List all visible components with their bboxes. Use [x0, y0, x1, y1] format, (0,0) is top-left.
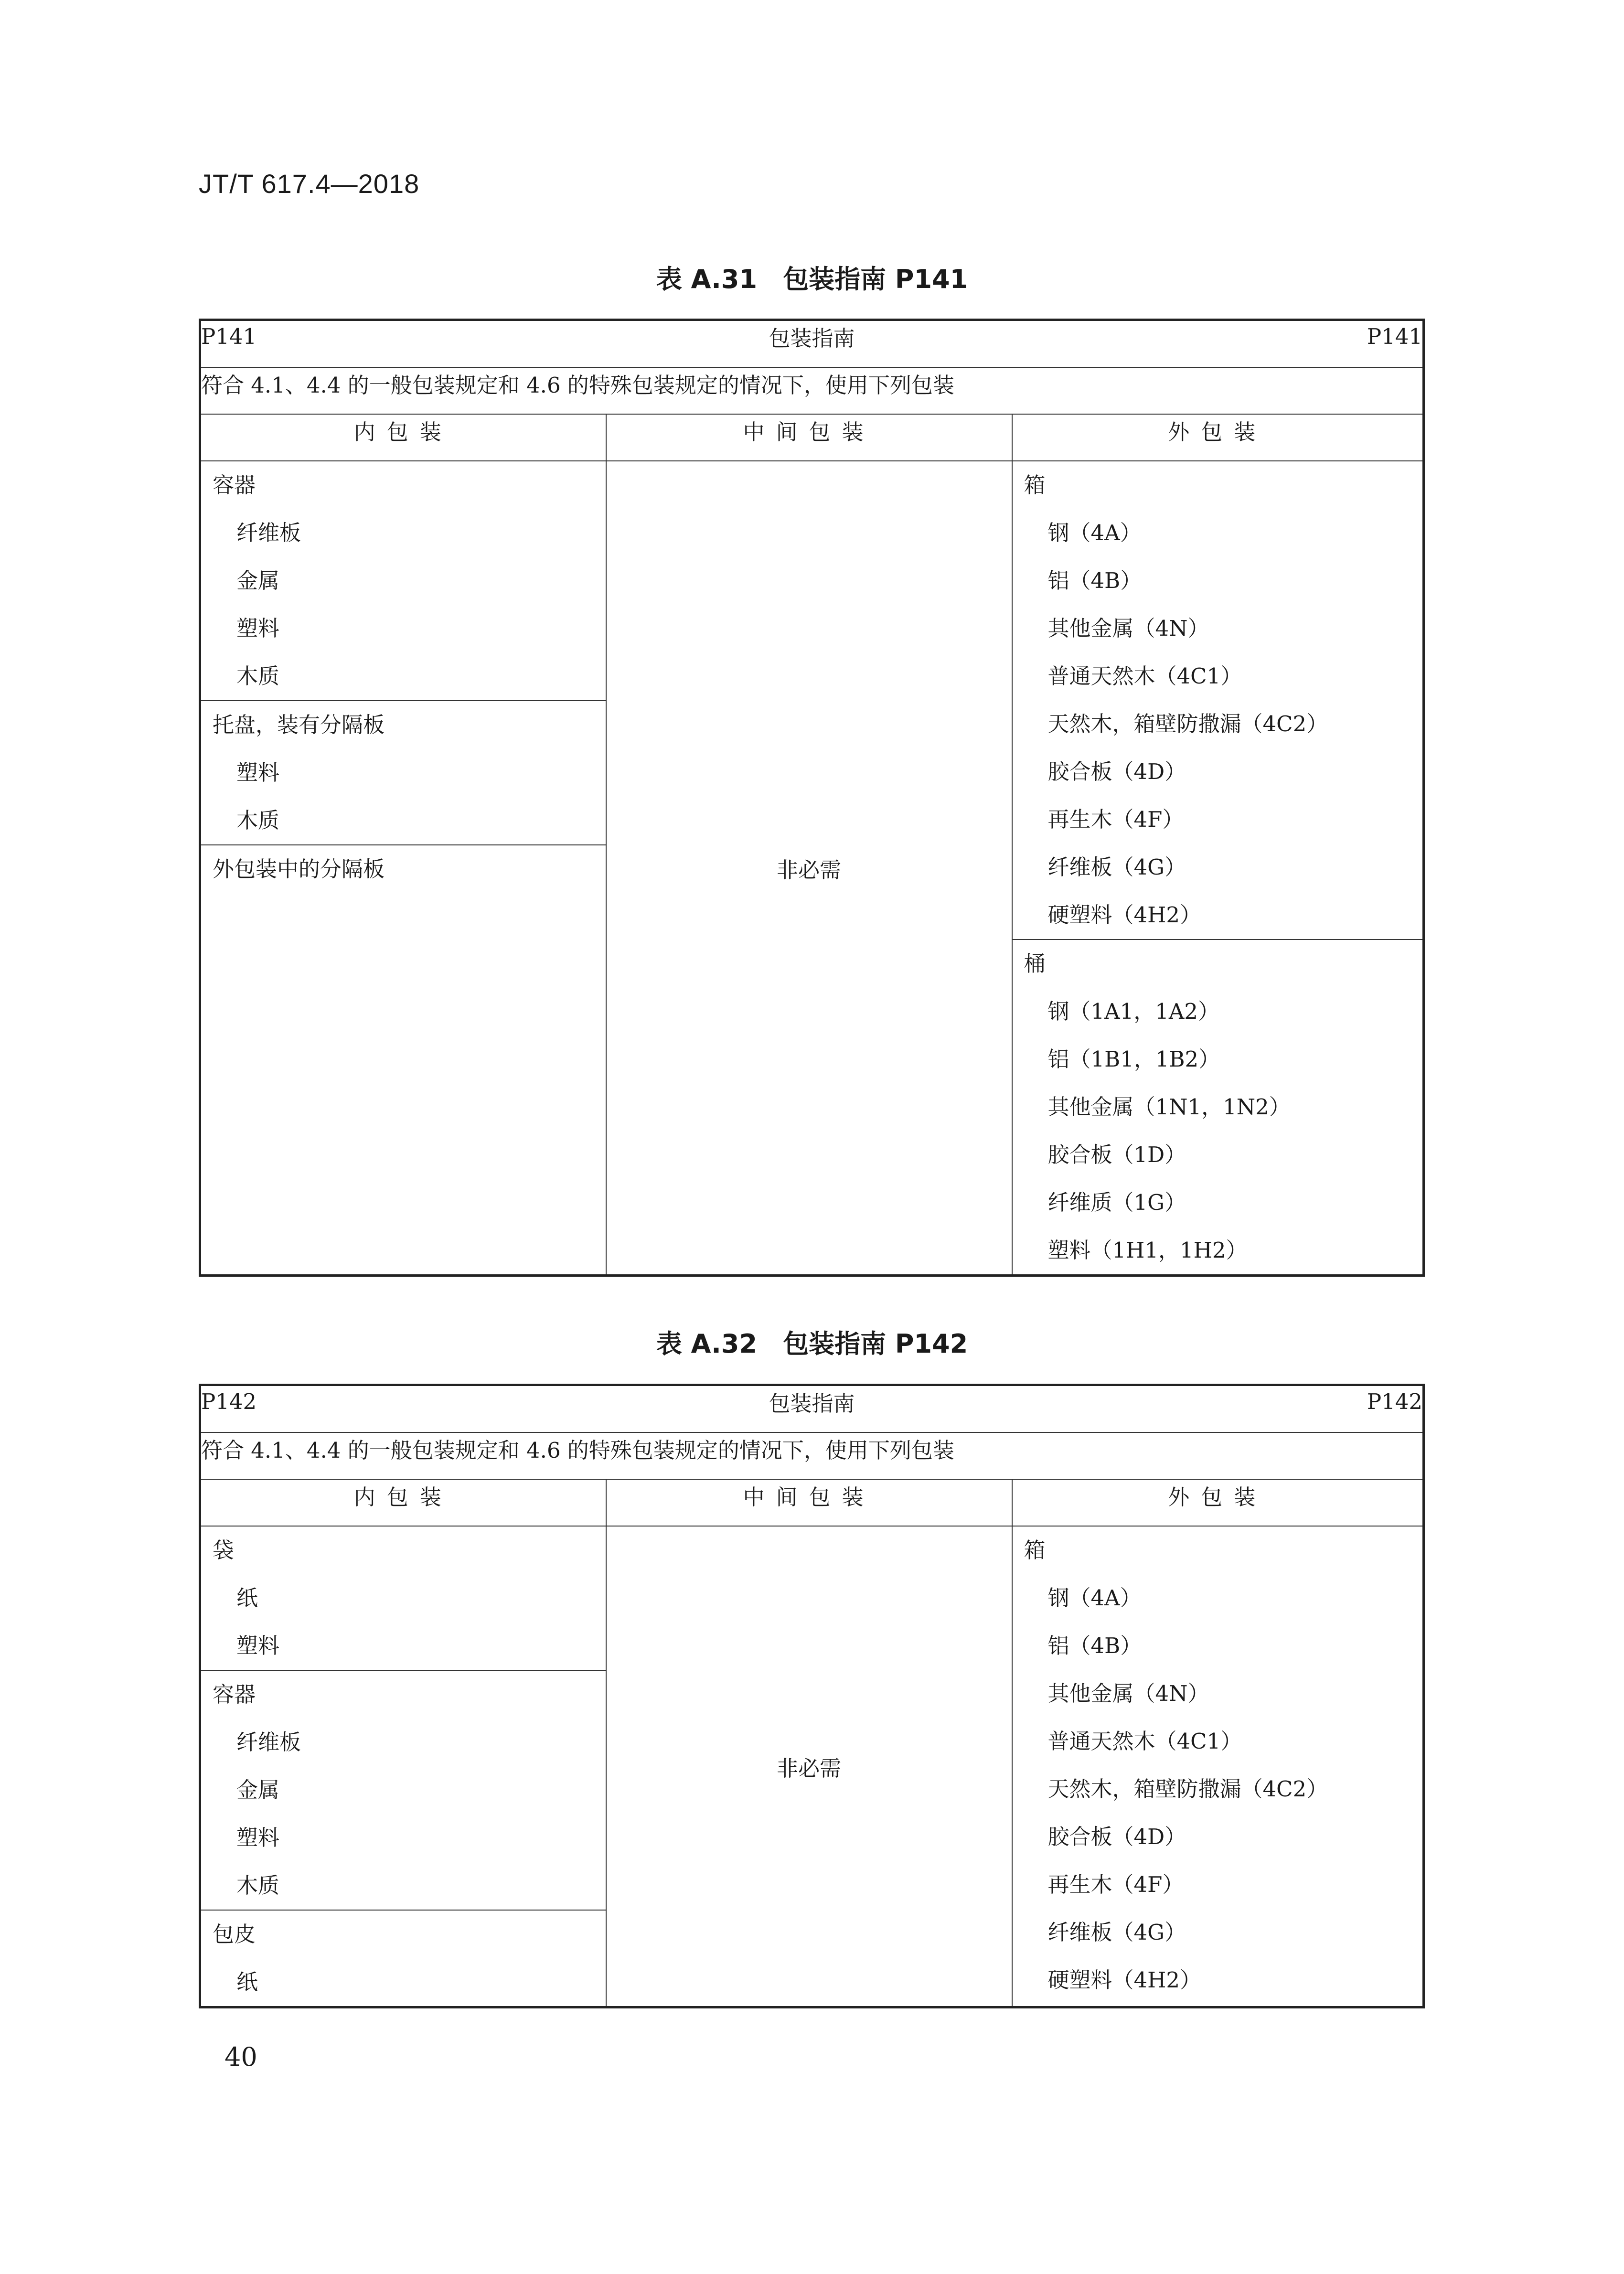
packing-instruction-table	[199, 319, 1425, 1277]
group-item: 铝（4B）	[1047, 1633, 1142, 1658]
inner-packaging-cell	[200, 1526, 606, 2007]
group-title: 袋	[213, 1537, 235, 1563]
document-code: JT/T 617.4—2018	[199, 169, 420, 199]
group-item: 金属	[236, 1777, 280, 1803]
inner-packaging-group	[201, 461, 606, 701]
group-item: 金属	[236, 568, 280, 593]
group-item: 塑料	[236, 1825, 280, 1850]
group-item: 硬塑料（4H2）	[1047, 902, 1202, 928]
outer-packaging-group	[1013, 940, 1423, 1274]
outer-packaging-group	[1013, 461, 1423, 940]
group-title: 包皮	[213, 1922, 256, 1947]
outer-packaging-cell	[1012, 461, 1424, 1276]
table-title: 表 A.31 包装指南 P141	[656, 264, 968, 294]
outer-packaging-group	[1013, 1527, 1423, 2004]
group-item: 其他金属（4N）	[1047, 1681, 1209, 1706]
inner-packaging-group	[201, 1671, 606, 1911]
group-item: 木质	[236, 663, 280, 689]
column-header-intermediate: 中间包装	[606, 414, 1012, 461]
code-left: P142	[201, 1389, 257, 1414]
group-item: 钢（4A）	[1047, 520, 1142, 545]
packing-instruction-table	[199, 1384, 1425, 2008]
code-left: P141	[201, 324, 257, 349]
group-item: 胶合板（1D）	[1047, 1142, 1186, 1167]
outer-packaging-cell	[1012, 1526, 1424, 2007]
group-item: 普通天然木（4C1）	[1047, 1729, 1242, 1754]
group-title: 箱	[1024, 472, 1046, 498]
intermediate-packaging-cell: 非必需	[606, 1526, 1012, 2007]
group-item: 再生木（4F）	[1047, 807, 1184, 832]
group-item: 塑料	[236, 760, 280, 785]
column-header-inner: 内包装	[200, 1479, 606, 1526]
group-item: 纤维板（4G）	[1047, 854, 1186, 880]
intermediate-packaging-cell: 非必需	[606, 461, 1012, 1276]
group-item: 天然木，箱壁防撒漏（4C2）	[1047, 711, 1328, 737]
group-item: 铝（1B1，1B2）	[1047, 1046, 1220, 1072]
table-title: 表 A.32 包装指南 P142	[656, 1329, 968, 1359]
group-item: 硬塑料（4H2）	[1047, 1967, 1202, 1993]
table-heading: 包装指南	[769, 326, 855, 351]
group-item: 纤维板（4G）	[1047, 1920, 1186, 1945]
group-item: 塑料	[236, 616, 280, 641]
group-item: 纤维质（1G）	[1047, 1190, 1186, 1215]
page-number: 40	[224, 2042, 257, 2072]
column-header-outer: 外包装	[1012, 1479, 1424, 1526]
group-item: 纤维板	[236, 520, 301, 545]
condition-text: 符合 4.1、4.4 的一般包装规定和 4.6 的特殊包装规定的情况下，使用下列包装	[200, 367, 1424, 414]
group-item: 普通天然木（4C1）	[1047, 663, 1242, 689]
inner-packaging-group	[201, 701, 606, 845]
group-item: 胶合板（4D）	[1047, 759, 1186, 784]
group-item: 其他金属（4N）	[1047, 616, 1209, 641]
group-title: 箱	[1024, 1537, 1046, 1563]
group-title: 桶	[1024, 951, 1046, 976]
group-item: 钢（1A1，1A2）	[1047, 999, 1220, 1024]
code-right: P141	[1367, 324, 1423, 349]
group-item: 纸	[236, 1969, 258, 1995]
inner-packaging-group	[201, 1911, 606, 2006]
column-header-inner: 内包装	[200, 414, 606, 461]
column-header-outer: 外包装	[1012, 414, 1424, 461]
group-title: 外包装中的分隔板	[213, 856, 385, 882]
group-item: 纸	[236, 1585, 258, 1611]
table-heading: 包装指南	[769, 1391, 855, 1416]
group-item: 钢（4A）	[1047, 1585, 1142, 1611]
condition-text: 符合 4.1、4.4 的一般包装规定和 4.6 的特殊包装规定的情况下，使用下列包装	[200, 1432, 1424, 1479]
inner-packaging-group	[201, 1527, 606, 1671]
group-item: 胶合板（4D）	[1047, 1824, 1186, 1849]
group-item: 塑料（1H1，1H2）	[1047, 1238, 1248, 1263]
group-item: 其他金属（1N1，1N2）	[1047, 1094, 1291, 1120]
inner-packaging-cell	[200, 461, 606, 1276]
group-item: 木质	[236, 808, 280, 833]
group-title: 容器	[213, 472, 256, 498]
code-right: P142	[1367, 1389, 1423, 1414]
group-title: 托盘，装有分隔板	[213, 712, 385, 737]
group-item: 铝（4B）	[1047, 568, 1142, 593]
inner-packaging-group	[201, 845, 606, 893]
column-header-intermediate: 中间包装	[606, 1479, 1012, 1526]
group-item: 再生木（4F）	[1047, 1872, 1184, 1897]
group-item: 木质	[236, 1873, 280, 1898]
group-item: 天然木，箱壁防撒漏（4C2）	[1047, 1776, 1328, 1802]
group-item: 塑料	[236, 1633, 280, 1658]
group-item: 纤维板	[236, 1730, 301, 1755]
group-title: 容器	[213, 1682, 256, 1707]
